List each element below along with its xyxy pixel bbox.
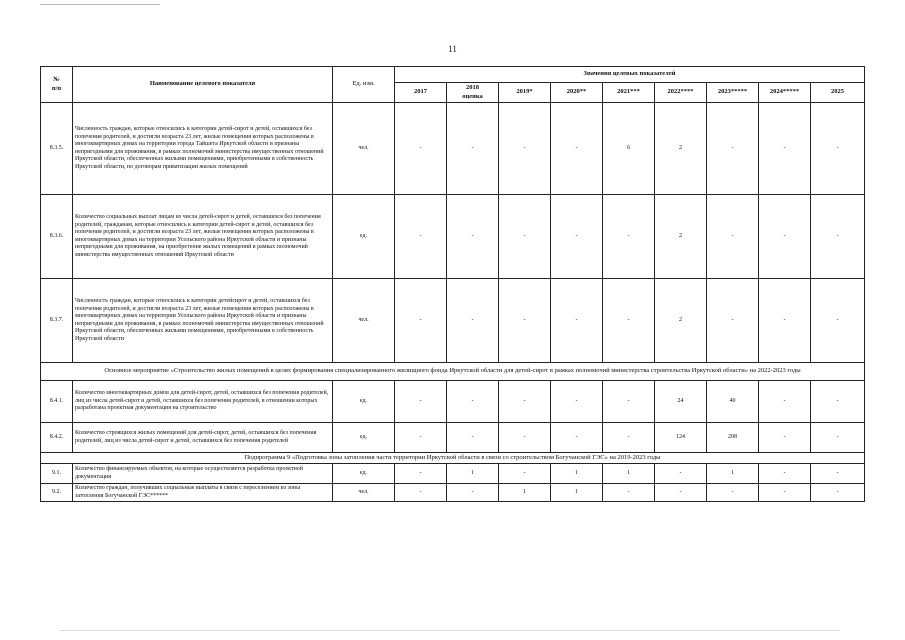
value-cell: - xyxy=(811,484,865,502)
value-cell: - xyxy=(551,381,603,423)
value-cell: - xyxy=(551,103,603,195)
page-number: 11 xyxy=(448,44,457,54)
header-year: 2019* xyxy=(499,83,551,103)
value-cell: - xyxy=(759,381,811,423)
value-cell: - xyxy=(603,279,655,363)
value-cell: - xyxy=(811,103,865,195)
value-cell: - xyxy=(655,464,707,484)
indicator-name: Численность граждан, которые относились к категории детей-сирот и детей, оставшихся без попечения родителей, и достигли возраста 23 лет, жилые помещения которых расположены в многоквартирных домах на территории города Тайшета Иркутской области и признаны непригодными для проживания, в рамках полномочий министерства имущественных отношений Иркутской области, обеспеченных жилыми помещениями, приобретенными в собственность Иркутской области, по договорам приватизации жилых помещений xyxy=(73,103,333,195)
value-cell: - xyxy=(395,279,447,363)
scan-artifact-top xyxy=(40,4,160,5)
section-row xyxy=(41,363,865,381)
table-row xyxy=(41,464,865,484)
value-cell: - xyxy=(499,279,551,363)
value-cell: 208 xyxy=(707,423,759,453)
value-cell: - xyxy=(395,381,447,423)
value-cell: - xyxy=(447,103,499,195)
value-cell: - xyxy=(759,279,811,363)
value-cell: 2 xyxy=(655,195,707,279)
header-unit: Ед. изм. xyxy=(333,67,395,103)
value-cell: - xyxy=(395,464,447,484)
header-year: 2022**** xyxy=(655,83,707,103)
value-cell: - xyxy=(811,279,865,363)
value-cell: - xyxy=(759,464,811,484)
value-cell: - xyxy=(447,423,499,453)
table-row xyxy=(41,279,865,363)
target-indicators-table xyxy=(40,66,865,502)
indicator-name: Количество финансируемых объектов, на которые осуществляется разработка проектной документации xyxy=(73,464,333,484)
row-number: 8.3.7. xyxy=(41,279,73,363)
value-cell: - xyxy=(395,484,447,502)
value-cell: - xyxy=(395,195,447,279)
row-number: 8.3.6. xyxy=(41,195,73,279)
unit-cell: ед. xyxy=(333,381,395,423)
value-cell: - xyxy=(551,423,603,453)
value-cell: - xyxy=(447,195,499,279)
row-number: 9.2. xyxy=(41,484,73,502)
value-cell: - xyxy=(395,423,447,453)
row-number: 8.4.1. xyxy=(41,381,73,423)
value-cell: - xyxy=(447,484,499,502)
value-cell: - xyxy=(447,279,499,363)
unit-cell: ед. xyxy=(333,423,395,453)
value-cell: - xyxy=(603,381,655,423)
table-row xyxy=(41,195,865,279)
value-cell: - xyxy=(499,195,551,279)
value-cell: 1 xyxy=(499,484,551,502)
header-num: № п/п xyxy=(41,67,73,103)
value-cell: - xyxy=(707,103,759,195)
value-cell: - xyxy=(603,423,655,453)
table-row xyxy=(41,103,865,195)
table-row xyxy=(41,423,865,453)
value-cell: - xyxy=(707,484,759,502)
indicator-name: Количество многоквартирных домов для детей-сирот, детей, оставшихся без попечения родителей, лиц из числа детей-сирот и детей, оставшихся без попечения родителей, в отношении которых разработана проектная документация на строительство xyxy=(73,381,333,423)
value-cell: 1 xyxy=(447,464,499,484)
indicator-name: Численность граждан, которые относились к категории детейсирот и детей, оставшихся без попечения родителей, и достигли возраста 23 лет, жилые помещения которых расположены в многоквартирных домах на территории Усольского района Иркутской области и признаны непригодными для проживания, в рамках полномочий министерства имущественных отношений Иркутской области, обеспеченных жилыми помещениями, приобретенными в собственность Иркутской области xyxy=(73,279,333,363)
value-cell: - xyxy=(707,279,759,363)
subprogram-row xyxy=(41,453,865,464)
value-cell: 40 xyxy=(707,381,759,423)
header-year: 2017 xyxy=(395,83,447,103)
subprogram-title: Подпрограмма 9 «Подготовка зоны затопления части территории Иркутской области в связи со строительством Богучанской ГЭС» на 2019-2023 годы xyxy=(41,453,865,464)
value-cell: - xyxy=(499,381,551,423)
value-cell: - xyxy=(811,423,865,453)
row-number: 8.3.5. xyxy=(41,103,73,195)
unit-cell: чел. xyxy=(333,484,395,502)
value-cell: - xyxy=(603,195,655,279)
value-cell: 124 xyxy=(655,423,707,453)
value-cell: - xyxy=(551,195,603,279)
header-year: 2020** xyxy=(551,83,603,103)
value-cell: - xyxy=(499,464,551,484)
indicator-name: Количество социальных выплат лицам из числа детей-сирот и детей, оставшихся без попечения родителей, гражданам, которые относились к категории детей-сирот и детей, оставшихся без попечения родителей, и достигли возраста 23 лет, жилые помещения которых расположены в многоквартирных домах на территории Усольского района Иркутской области и признаны непригодными для проживания, на приобретение жилых помещений в рамках полномочий министерства имущественных отношений Иркутской области xyxy=(73,195,333,279)
header-year: 2023***** xyxy=(707,83,759,103)
unit-cell: чел. xyxy=(333,279,395,363)
table-row xyxy=(41,381,865,423)
value-cell: - xyxy=(759,484,811,502)
value-cell: - xyxy=(655,484,707,502)
value-cell: 1 xyxy=(707,464,759,484)
value-cell: - xyxy=(499,103,551,195)
value-cell: - xyxy=(759,103,811,195)
scan-artifact-bottom xyxy=(60,630,840,631)
value-cell: 1 xyxy=(603,464,655,484)
header-year: 2021*** xyxy=(603,83,655,103)
header-name: Наименование целевого показателя xyxy=(73,67,333,103)
unit-cell: ед. xyxy=(333,195,395,279)
header-year: 2018 оценка xyxy=(447,83,499,103)
indicator-name: Количество строящихся жилых помещений для детей-сирот, детей, оставшихся без попечения родителей, лиц из числа детей-сирот и детей, оставшихся без попечения родителей xyxy=(73,423,333,453)
value-cell: - xyxy=(811,464,865,484)
unit-cell: ед. xyxy=(333,464,395,484)
value-cell: 6 xyxy=(603,103,655,195)
table-row xyxy=(41,484,865,502)
header-year: 2025 xyxy=(811,83,865,103)
value-cell: - xyxy=(811,195,865,279)
value-cell: - xyxy=(811,381,865,423)
header-year: 2024***** xyxy=(759,83,811,103)
row-number: 9.1. xyxy=(41,464,73,484)
value-cell: 1 xyxy=(551,484,603,502)
value-cell: - xyxy=(395,103,447,195)
indicator-name: Количество граждан, получивших социальные выплаты в связи с переселением из зоны затопления Богучанской ГЭС****** xyxy=(73,484,333,502)
value-cell: - xyxy=(707,195,759,279)
value-cell: - xyxy=(603,484,655,502)
section-title: Основное мероприятие «Строительство жилых помещений в целях формирования специализированного жилищного фонда Иркутской области для детей-сирот в рамках полномочий министерства строительства Иркутской области» на 2022-2023 годы xyxy=(41,363,865,381)
value-cell: 2 xyxy=(655,103,707,195)
header-values-title: Значения целевых показателей xyxy=(395,67,865,83)
value-cell: - xyxy=(551,279,603,363)
value-cell: - xyxy=(759,423,811,453)
value-cell: - xyxy=(499,423,551,453)
row-number: 8.4.2. xyxy=(41,423,73,453)
value-cell: - xyxy=(447,381,499,423)
value-cell: 2 xyxy=(655,279,707,363)
unit-cell: чел. xyxy=(333,103,395,195)
value-cell: 1 xyxy=(551,464,603,484)
value-cell: 24 xyxy=(655,381,707,423)
value-cell: - xyxy=(759,195,811,279)
